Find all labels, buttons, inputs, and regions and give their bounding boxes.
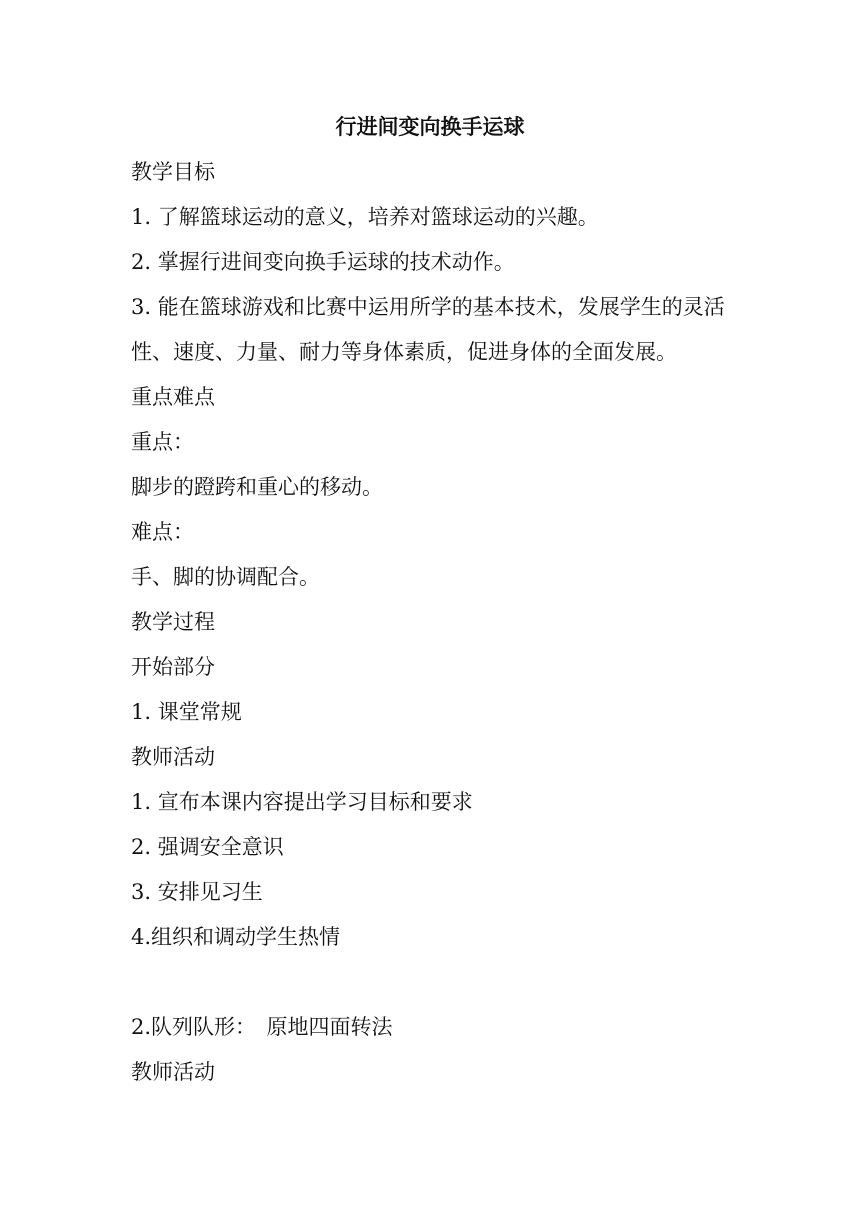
objective-item-3-line-2: 性、速度、力量、耐力等身体素质，促进身体的全面发展。: [131, 340, 677, 364]
teacher-activity-heading-2: 教师活动: [131, 1060, 215, 1084]
difficulty-text: 手、脚的协调配合。: [131, 565, 320, 589]
section-heading-objectives: 教学目标: [131, 160, 215, 184]
document-title: 行进间变向换手运球: [335, 114, 525, 139]
section-heading-key-points: 重点难点: [131, 385, 215, 409]
section-heading-process: 教学过程: [131, 610, 215, 634]
subsection-heading-opening: 开始部分: [131, 655, 215, 679]
difficulty-label: 难点：: [131, 520, 194, 544]
key-point-label: 重点：: [131, 430, 194, 454]
list-item-formation: 2.队列队形： 原地四面转法: [131, 1015, 393, 1039]
teacher-activity-item-3: 3. 安排见习生: [131, 880, 263, 904]
objective-item-1: 1. 了解篮球运动的意义，培养对篮球运动的兴趣。: [131, 205, 599, 229]
objective-item-3-line-1: 3. 能在篮球游戏和比赛中运用所学的基本技术，发展学生的灵活: [131, 295, 725, 319]
teacher-activity-item-2: 2. 强调安全意识: [131, 835, 284, 859]
list-item-class-routine: 1. 课堂常规: [131, 700, 242, 724]
objective-item-2: 2. 掌握行进间变向换手运球的技术动作。: [131, 250, 515, 274]
teacher-activity-item-4: 4.组织和调动学生热情: [131, 925, 341, 949]
teacher-activity-heading: 教师活动: [131, 745, 215, 769]
key-point-text: 脚步的蹬跨和重心的移动。: [131, 475, 383, 499]
teacher-activity-item-1: 1. 宣布本课内容提出学习目标和要求: [131, 790, 473, 814]
